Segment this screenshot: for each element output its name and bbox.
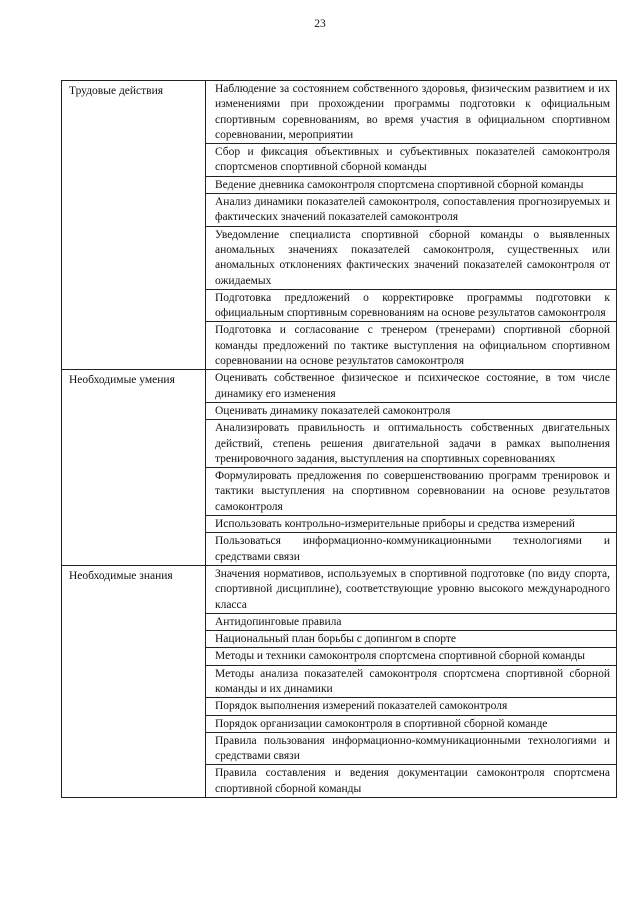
page-number: 23 bbox=[314, 18, 326, 30]
list-item: Правила пользования информационно-коммуникационными технологиями и средствами связи bbox=[206, 733, 616, 766]
row-items bbox=[206, 370, 617, 566]
row-items bbox=[206, 565, 617, 797]
row-items bbox=[206, 81, 617, 370]
list-item: Оценивать собственное физическое и психическое состояние, в том числе динамику его изменения bbox=[206, 370, 616, 403]
row-label: Трудовые действия bbox=[62, 81, 206, 370]
row-label: Необходимые знания bbox=[62, 565, 206, 797]
competency-table bbox=[61, 80, 617, 798]
table-row-required-skills bbox=[62, 370, 617, 566]
table-row-labor-actions bbox=[62, 81, 617, 370]
list-item: Порядок выполнения измерений показателей самоконтроля bbox=[206, 698, 616, 715]
list-item: Уведомление специалиста спортивной сборной команды о выявленных аномальных значениях показателей самоконтроля, существенных или аномальных отклонениях фактических значений показателей самоконтроля от ожидаемых bbox=[206, 227, 616, 290]
row-label: Необходимые умения bbox=[62, 370, 206, 566]
list-item: Методы анализа показателей самоконтроля спортсмена спортивной сборной команды и их динамики bbox=[206, 666, 616, 699]
list-item: Порядок организации самоконтроля в спортивной сборной команде bbox=[206, 716, 616, 733]
list-item: Ведение дневника самоконтроля спортсмена спортивной сборной команды bbox=[206, 177, 616, 194]
list-item: Подготовка и согласование с тренером (тренерами) спортивной сборной команды предложений по тактике выступления на официальном спортивном соревновании на основе результатов самоконтроля bbox=[215, 324, 610, 368]
list-item: Методы и техники самоконтроля спортсмена спортивной сборной команды bbox=[206, 648, 616, 665]
list-item: Антидопинговые правила bbox=[206, 614, 616, 631]
list-item: Наблюдение за состоянием собственного здоровья, физическим развитием и их изменениями при прохождении программы подготовки к официальным спортивным соревнованиям, во время участия в официальном спортивном соревновании, мероприятии bbox=[206, 81, 616, 144]
table-row-required-knowledge bbox=[62, 565, 617, 797]
list-item: Подготовка предложений о корректировке программы подготовки к официальным спортивным соревнованиям на основе результатов самоконтроля bbox=[206, 290, 616, 323]
list-item: Использовать контрольно-измерительные приборы и средства измерений bbox=[206, 516, 616, 533]
list-item: Оценивать динамику показателей самоконтроля bbox=[206, 403, 616, 420]
list-item: Пользоваться информационно-коммуникационными технологиями и средствами связи bbox=[215, 535, 610, 563]
list-item: Анализ динамики показателей самоконтроля, сопоставления прогнозируемых и фактических значений показателей самоконтроля bbox=[206, 194, 616, 227]
list-item: Правила составления и ведения документации самоконтроля спортсмена спортивной сборной команды bbox=[215, 767, 610, 795]
list-item: Сбор и фиксация объективных и субъективных показателей самоконтроля спортсменов спортивной сборной команды bbox=[206, 144, 616, 177]
list-item: Формулировать предложения по совершенствованию программ тренировок и тактики выступления на спортивном соревновании на основе результатов самоконтроля bbox=[206, 468, 616, 516]
list-item: Значения нормативов, используемых в спортивной подготовке (по виду спорта, спортивной дисциплине), соответствующие уровню высокого международного класса bbox=[206, 566, 616, 614]
list-item: Анализировать правильность и оптимальность собственных двигательных действий, степень решения двигательной задачи в рамках выполнения тренировочного задания, выступления на спортивных соревнованиях bbox=[206, 420, 616, 468]
list-item: Национальный план борьбы с допингом в спорте bbox=[206, 631, 616, 648]
